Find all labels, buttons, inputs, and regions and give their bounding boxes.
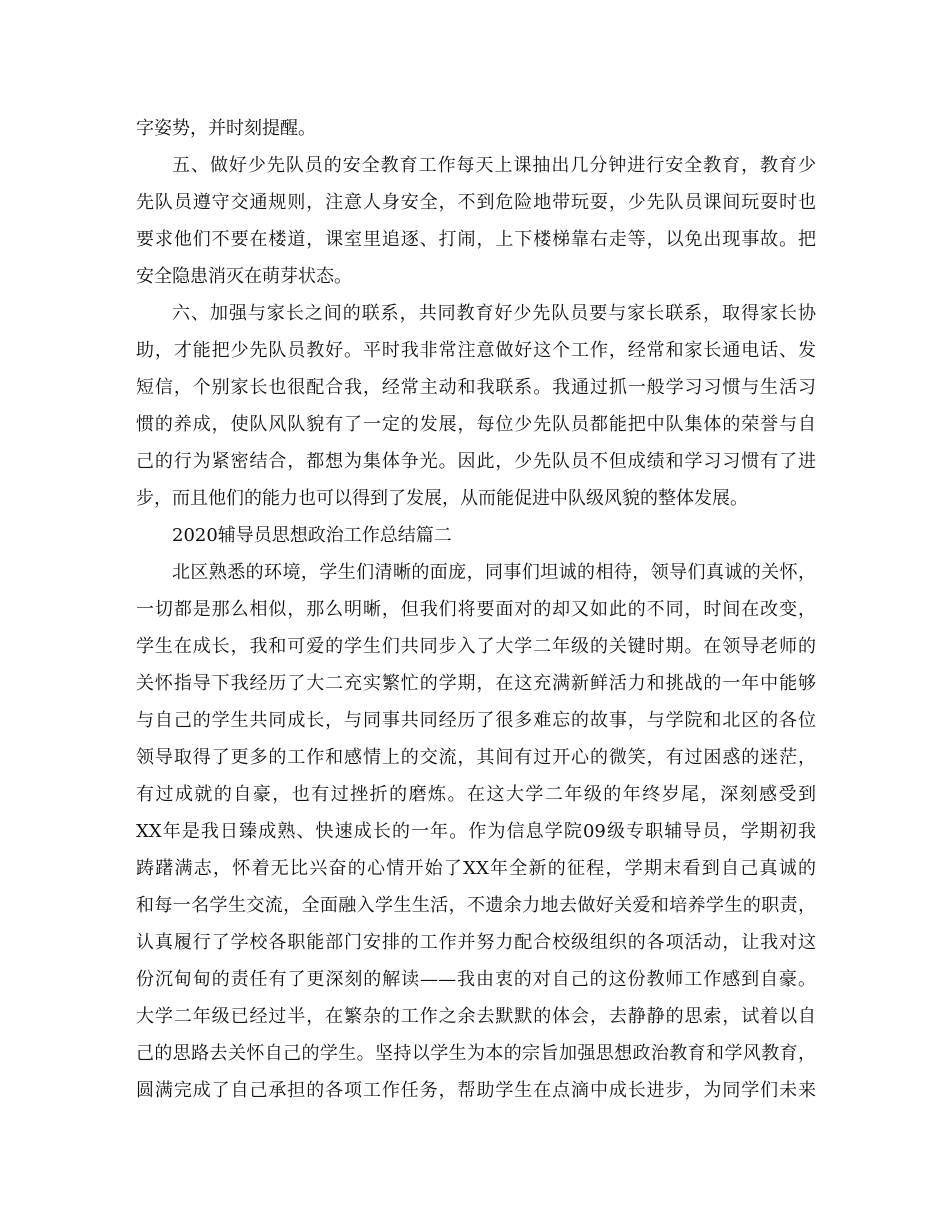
text-line: 己的思路去关怀自己的学生。坚持以学生为本的宗旨加强思想政治教育和学风教育， — [136, 1043, 816, 1064]
text-line: 学生在成长，我和可爱的学生们共同步入了大学二年级的关键时期。在领导老师的 — [136, 636, 816, 657]
text-line: 安全隐患消灭在萌芽状态。 — [136, 266, 352, 287]
text-line: 大学二年级已经过半，在繁杂的工作之余去默默的体会，去静静的思索，试着以自 — [136, 1006, 816, 1027]
text-line: 与自己的学生共同成长，与同事共同经历了很多难忘的故事，与学院和北区的各位 — [136, 710, 816, 731]
text-line: 一切都是那么相似，那么明晰，但我们将要面对的却又如此的不同，时间在改变， — [136, 599, 816, 620]
text-line: 助，才能把少先队员教好。平时我非常注意做好这个工作，经常和家长通电话、发 — [136, 340, 816, 361]
text-line: 字姿势，并时刻提醒。 — [136, 118, 316, 139]
document-body — [136, 110, 816, 1109]
text-line: 六、加强与家长之间的联系，共同教育好少先队员要与家长联系，取得家长协 — [172, 303, 816, 324]
text-line: 要求他们不要在楼道，课室里追逐、打闹，上下楼梯靠右走等，以免出现事故。把 — [136, 229, 816, 250]
text-line: 领导取得了更多的工作和感情上的交流，其间有过开心的微笑，有过困惑的迷茫， — [136, 747, 816, 768]
text-line: 关怀指导下我经历了大二充实繁忙的学期，在这充满新鲜活力和挑战的一年中能够 — [136, 673, 816, 694]
text-line: 圆满完成了自己承担的各项工作任务，帮助学生在点滴中成长进步，为同学们未来 — [136, 1080, 816, 1101]
text-line: 有过成就的自豪，也有过挫折的磨炼。在这大学二年级的年终岁尾，深刻感受到 — [136, 784, 816, 805]
text-line: 五、做好少先队员的安全教育工作每天上课抽出几分钟进行安全教育，教育少 — [172, 155, 816, 176]
text-line: 己的行为紧密结合，都想为集体争光。因此，少先队员不但成绩和学习习惯有了进 — [136, 451, 816, 472]
text-line: 踌躇满志，怀着无比兴奋的心情开始了XX年全新的征程，学期末看到自己真诚的 — [136, 858, 816, 879]
text-line: 短信，个别家长也很配合我，经常主动和我联系。我通过抓一般学习习惯与生活习 — [136, 377, 816, 398]
text-line: 北区熟悉的环境，学生们清晰的面庞，同事们坦诚的相待，领导们真诚的关怀， — [172, 562, 816, 583]
text-line: 认真履行了学校各职能部门安排的工作并努力配合校级组织的各项活动，让我对这 — [136, 932, 816, 953]
text-line: 和每一名学生交流，全面融入学生生活，不遗余力地去做好关爱和培养学生的职责， — [136, 895, 816, 916]
text-line: 份沉甸甸的责任有了更深刻的解读——我由衷的对自己的这份教师工作感到自豪。 — [136, 969, 816, 990]
text-line: 惯的养成，使队风队貌有了一定的发展，每位少先队员都能把中队集体的荣誉与自 — [136, 414, 816, 435]
text-line: XX年是我日臻成熟、快速成长的一年。作为信息学院09级专职辅导员，学期初我 — [136, 821, 816, 842]
text-line: 先队员遵守交通规则，注意人身安全，不到危险地带玩耍，少先队员课间玩耍时也 — [136, 192, 816, 213]
text-line: 步，而且他们的能力也可以得到了发展，从而能促进中队级风貌的整体发展。 — [136, 488, 748, 509]
section-heading: 2020辅导员思想政治工作总结篇二 — [172, 525, 452, 546]
